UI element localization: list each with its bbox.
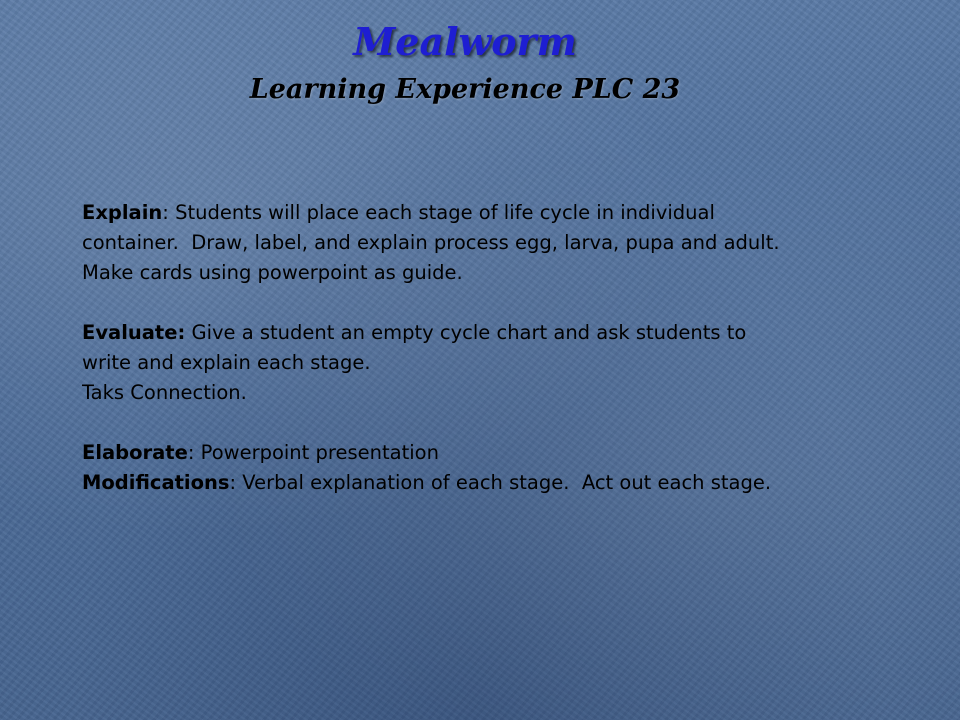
explain-label: Explain: [82, 201, 163, 224]
evaluate-label: Evaluate:: [82, 321, 186, 344]
elaborate-separator: :: [187, 441, 201, 464]
modifications-line: [82, 468, 882, 498]
explain-paragraph: [82, 198, 882, 288]
explain-line-1: [82, 198, 882, 228]
slide-subtitle: Learning Experience PLC 23: [249, 74, 681, 105]
elaborate-label: Elaborate: [82, 441, 188, 464]
explain-separator: :: [162, 201, 176, 224]
evaluate-paragraph: [82, 318, 882, 408]
explain-text-1: Students will place each stage of life cycle in individual: [175, 201, 715, 224]
evaluate-line-2: write and explain each stage.: [82, 351, 371, 374]
evaluate-line-1: [82, 318, 882, 348]
modifications-separator: :: [229, 471, 243, 494]
evaluate-line-3: Taks Connection.: [82, 381, 247, 404]
modifications-text: Verbal explanation of each stage. Act out each stage.: [242, 471, 772, 494]
slide-body: [82, 198, 882, 498]
explain-line-2: container. Draw, label, and explain process egg, larva, pupa and adult.: [82, 231, 780, 254]
slide-title: Mealworm: [353, 19, 577, 64]
evaluate-text-1: Give a student an empty cycle chart and ask students to: [185, 321, 747, 344]
modifications-label: Modifications: [82, 471, 230, 494]
elaborate-text: Powerpoint presentation: [200, 441, 439, 464]
elaborate-line: [82, 438, 882, 468]
explain-line-3: Make cards using powerpoint as guide.: [82, 261, 463, 284]
elaborate-paragraph: [82, 438, 882, 498]
